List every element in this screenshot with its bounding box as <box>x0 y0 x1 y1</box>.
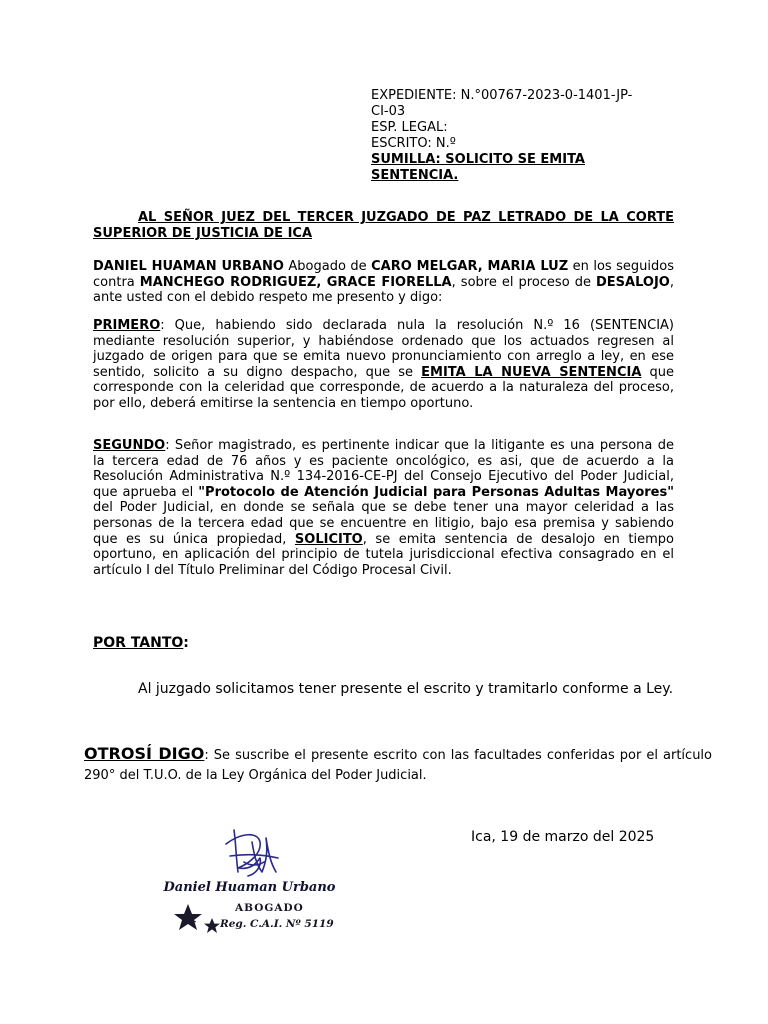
process-type: DESALOJO <box>596 274 670 290</box>
primero-paragraph <box>93 318 674 412</box>
expediente-line-2: CI-03 <box>371 104 406 119</box>
intro-text-2: en los seguidos contra <box>93 259 674 290</box>
sumilla-line-1: SUMILLA: SOLICITO SE EMITA <box>371 152 585 167</box>
stamp-name: Daniel Huaman Urbano <box>163 880 336 895</box>
primero-label: PRIMERO <box>93 318 161 333</box>
segundo-label: SEGUNDO <box>93 438 166 453</box>
esp-legal-line: ESP. LEGAL: <box>371 120 448 135</box>
document-date: Ica, 19 de marzo del 2025 <box>471 829 655 845</box>
segundo-text-3: , se emita sentencia de desalojo en tiempo oportuno, en aplicación del principio de tutela jurisdiccional efectiva consagrado en el artículo I del Título Preliminar del Código Procesal Civil. <box>93 531 675 578</box>
sumilla-line-2: SENTENCIA. <box>371 168 459 183</box>
solicito-emphasis: SOLICITO <box>294 531 363 547</box>
primero-text-2: que corresponde con la celeridad que corresponde, de acuerdo a la naturaleza del proceso, por ello, deberá emitirse la sentencia en tiempo oportuno. <box>93 364 675 411</box>
lawyer-name: DANIEL HUAMAN URBANO <box>93 259 284 274</box>
primero-emphasis: EMITA LA NUEVA SENTENCIA <box>421 364 642 380</box>
defendant-name: MANCHEGO RODRIGUEZ, GRACE FIORELLA <box>139 274 452 290</box>
por-tanto-label: POR TANTO <box>93 635 184 651</box>
otrosi-label: OTROSÍ DIGO <box>84 744 205 763</box>
protocolo-title: "Protocolo de Atención Judicial para Personas Adultas Mayores" <box>198 484 674 500</box>
expediente-line-1: EXPEDIENTE: N.°00767-2023-0-1401-JP- <box>371 88 633 103</box>
escrito-line: ESCRITO: N.º <box>371 136 456 151</box>
primero-text-1: : Que, habiendo sido declarada nula la resolución N.º 16 (SENTENCIA) mediante resolución superior, y habiéndose ordenado que los actuados regresen al juzgado de origen para que se emita nuevo pronunciamiento con arreglo a ley, en ese sentido, solicito a su digno despacho, que se <box>93 318 674 380</box>
recipient-heading: AL SEÑOR JUEZ DEL TERCER JUZGADO DE PAZ LETRADO DE LA CORTE SUPERIOR DE JUSTICIA DE ICA <box>93 210 674 241</box>
otrosi-paragraph <box>84 744 712 786</box>
segundo-text-2: del Poder Judicial, en donde se señala que se debe tener una mayor celeridad a las personas de la tercera edad que se encuentre en litigio, bajo esa premisa y sabiendo que es su única propiedad, <box>93 500 674 547</box>
intro-paragraph <box>93 259 674 306</box>
intro-text-1: Abogado de <box>283 259 372 274</box>
por-tanto-heading <box>93 635 189 651</box>
stamp-title: ABOGADO <box>235 902 304 914</box>
intro-text-3: , sobre el proceso de <box>451 274 596 290</box>
stamp-registration: Reg. C.A.I. Nº 5119 <box>220 918 334 930</box>
otrosi-text: : Se suscribe el presente escrito con las facultades conferidas por el artículo 290° del T.U.O. de la Ley Orgánica del Poder Judicial. <box>84 748 713 783</box>
lawyer-signature-stamp <box>152 822 342 940</box>
intro-text-4: , ante usted con el debido respeto me presento y digo: <box>93 274 674 306</box>
segundo-paragraph <box>93 438 674 578</box>
por-tanto-colon: : <box>183 635 189 651</box>
request-paragraph: Al juzgado solicitamos tener presente el escrito y tramitarlo conforme a Ley. <box>138 681 674 697</box>
case-header <box>371 88 671 184</box>
client-name: CARO MELGAR, MARIA LUZ <box>371 259 569 274</box>
segundo-text-1: : Señor magistrado, es pertinente indicar que la litigante es una persona de la tercera edad de 76 años y es paciente oncológico, es asi, que de acuerdo a la Resolución Administrativa N.º 134-2016-CE-PJ del Consejo Ejecutivo del Poder Judicial, que aprueba el <box>93 438 674 500</box>
